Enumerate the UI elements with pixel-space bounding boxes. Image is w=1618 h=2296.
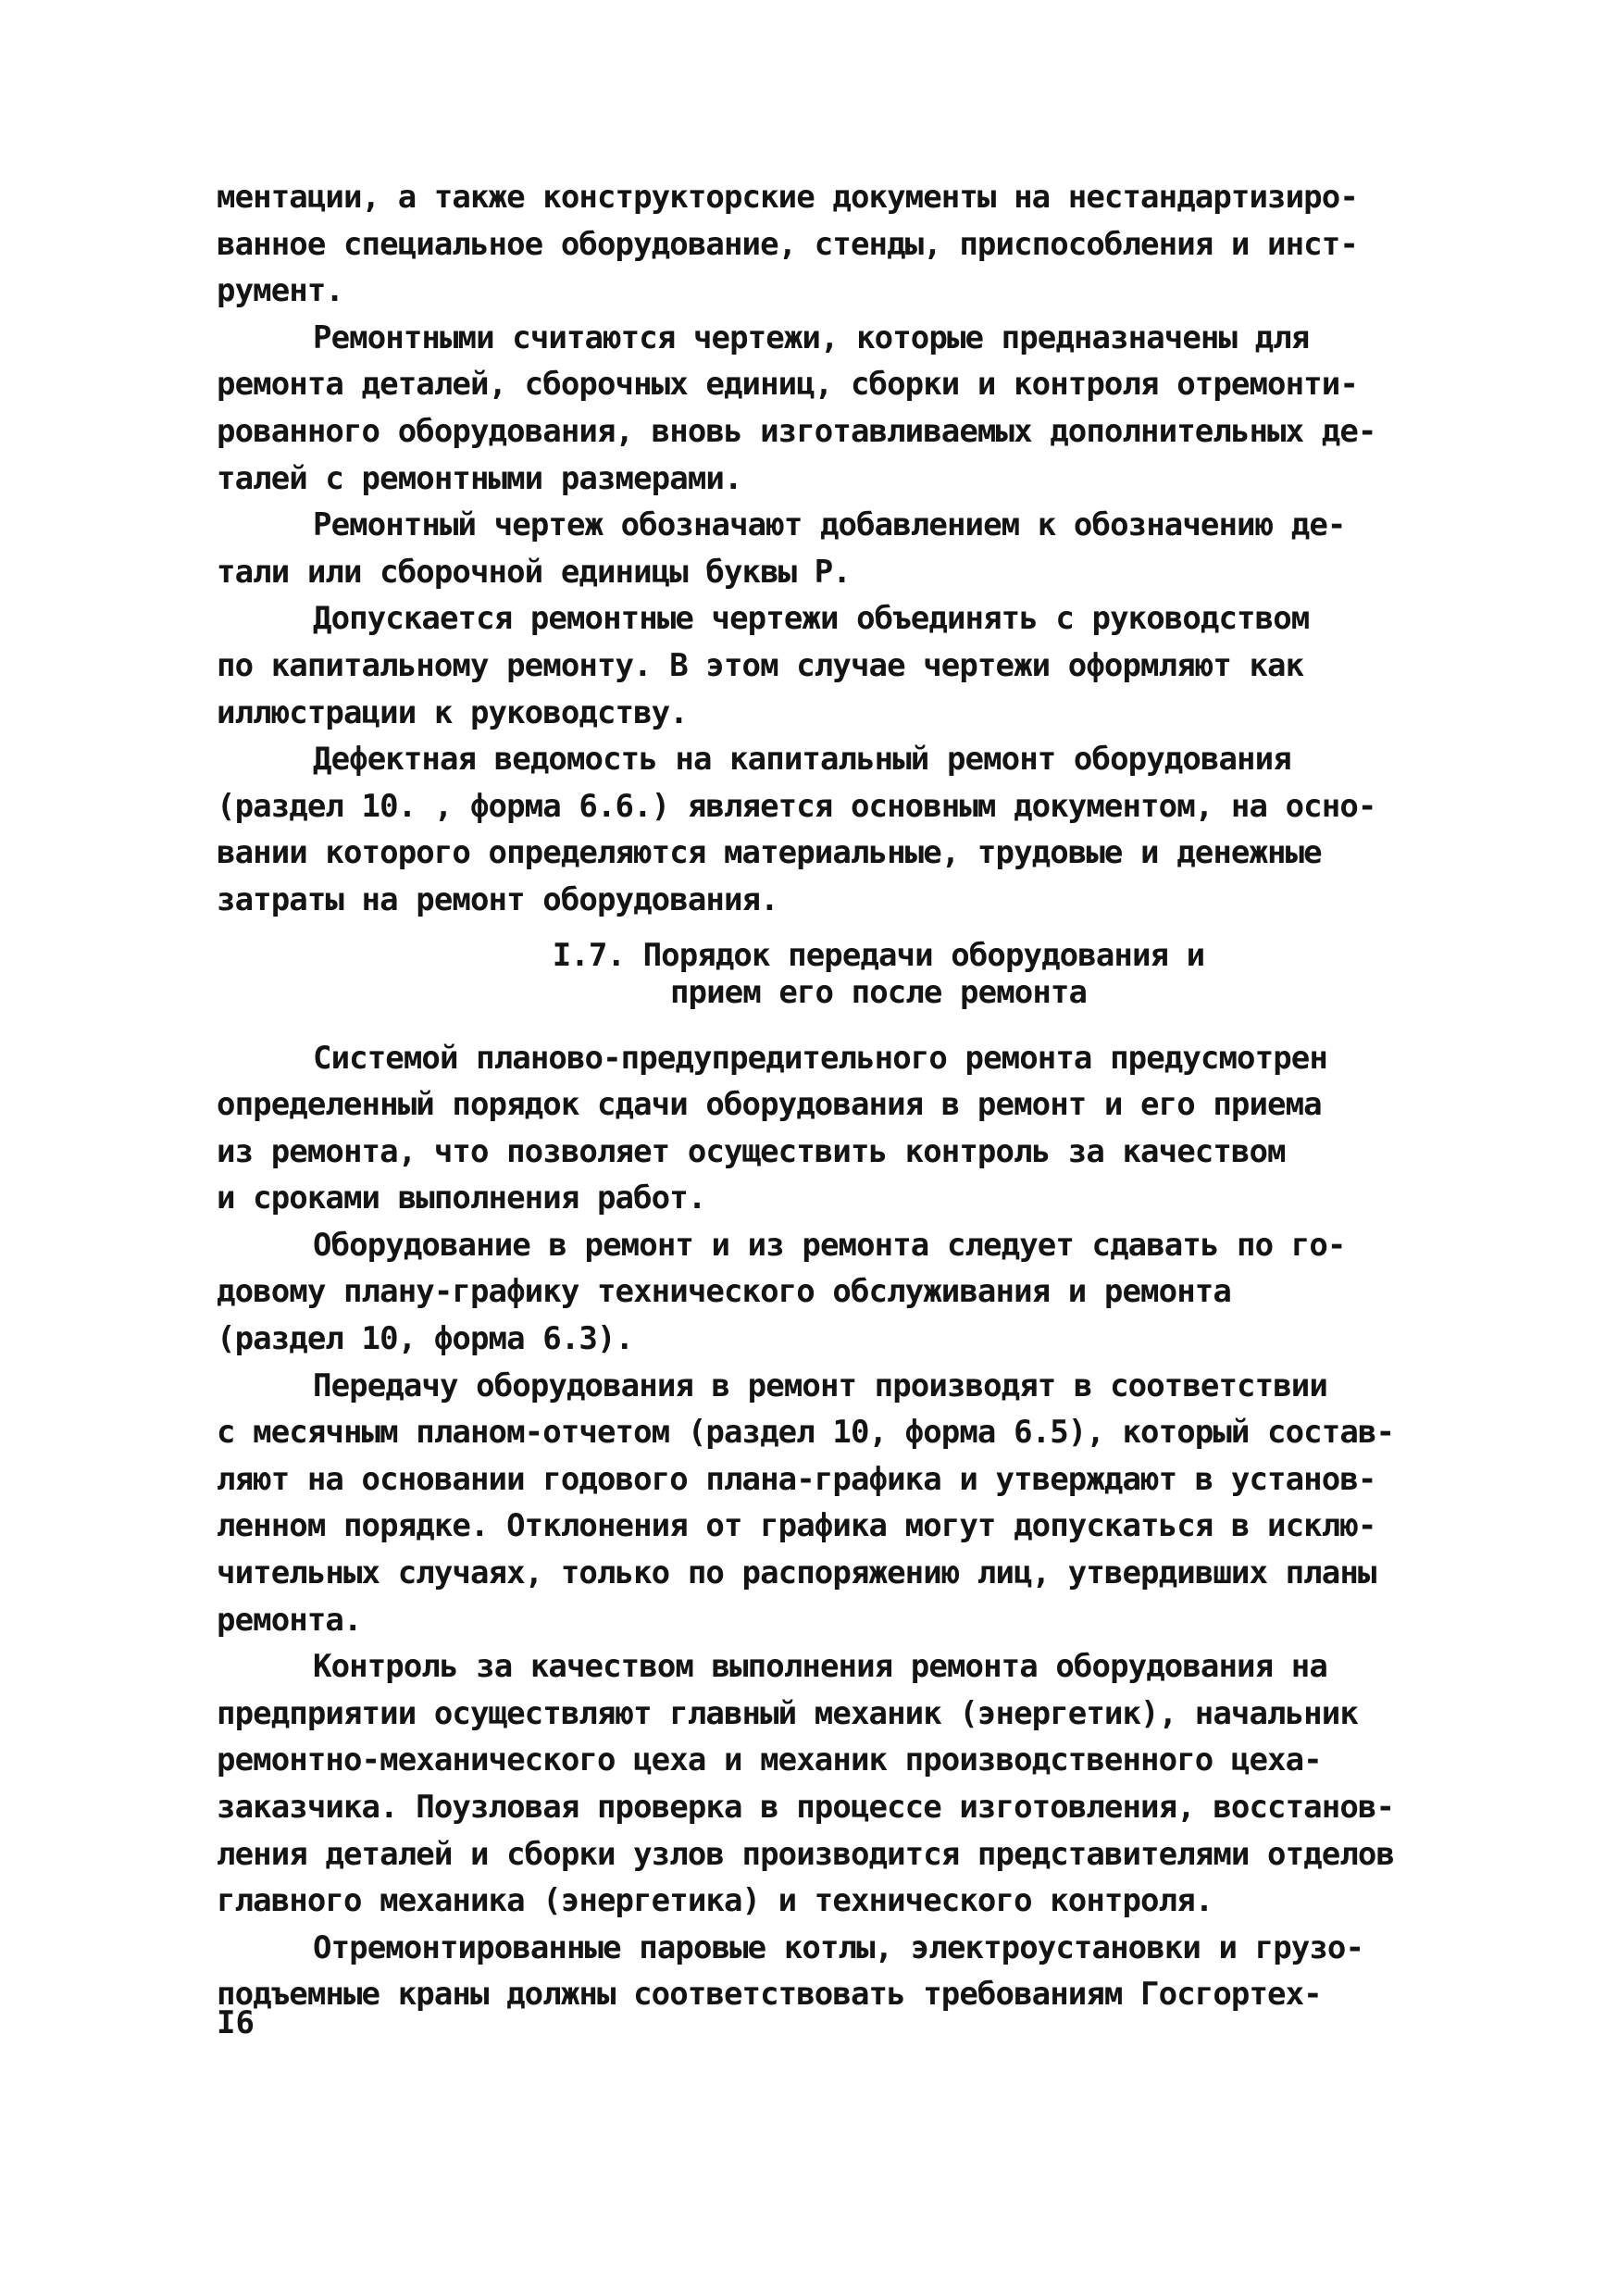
text-line: из ремонта, что позволяет осуществить контроль за качеством bbox=[217, 1132, 1286, 1170]
text-line: вании которого определяются материальные, трудовые и денежные bbox=[217, 834, 1322, 872]
text-line: Контроль за качеством выполнения ремонта оборудования на bbox=[313, 1648, 1327, 1686]
text-line: главного механика (энергетика) и технического контроля. bbox=[217, 1882, 1214, 1920]
text-line: по капитальному ремонту. В этом случае чертежи оформляют как bbox=[217, 646, 1304, 684]
text-line: Передачу оборудования в ремонт производят в соответствии bbox=[313, 1366, 1327, 1404]
text-line: чительных случаях, только по распоряжению лиц, утвердивших планы bbox=[217, 1554, 1376, 1592]
paragraphs-after-heading bbox=[217, 1035, 1429, 2018]
text-line: ментации, а также конструкторские документы на нестандартизиро- bbox=[217, 179, 1358, 216]
text-line: Допускается ремонтные чертежи объединять с руководством bbox=[313, 600, 1310, 638]
text-line: (раздел 10. , форма 6.6.) является основным документом, на осно- bbox=[217, 787, 1376, 825]
text-line: с месячным планом-отчетом (раздел 10, форма 6.5), который состав- bbox=[217, 1414, 1395, 1452]
document-body bbox=[217, 174, 1429, 2018]
text-line: тали или сборочной единицы буквы Р. bbox=[217, 553, 851, 591]
text-line: предприятии осуществляют главный механик (энергетик), начальник bbox=[217, 1694, 1358, 1732]
text-line: ванное специальное оборудование, стенды, приспособления и инст- bbox=[217, 225, 1358, 263]
text-line: определенный порядок сдачи оборудования в ремонт и его приема bbox=[217, 1086, 1322, 1124]
page-number: I6 bbox=[217, 2004, 255, 2041]
text-line: румент. bbox=[217, 272, 343, 310]
text-line: затраты на ремонт оборудования. bbox=[217, 880, 778, 918]
paragraphs-before-heading bbox=[217, 174, 1429, 924]
text-line: Дефектная ведомость на капитальный ремонт оборудования bbox=[313, 741, 1291, 779]
text-line: ремонтно-механического цеха и механик производственного цеха- bbox=[217, 1741, 1322, 1779]
text-line: ления деталей и сборки узлов производится представителями отделов bbox=[217, 1835, 1395, 1873]
text-line: иллюстрации к руководству. bbox=[217, 693, 688, 731]
text-line: довому плану-графику технического обслуживания и ремонта bbox=[217, 1273, 1231, 1311]
text-line: ленном порядке. Отклонения от графика могут допускаться в исклю- bbox=[217, 1507, 1376, 1545]
text-line: ремонта деталей, сборочных единиц, сборки и контроля отремонти- bbox=[217, 366, 1358, 404]
text-line: рованного оборудования, вновь изготавливаемых дополнительных де- bbox=[217, 412, 1376, 450]
section-heading-line-2: прием его после ремонта bbox=[669, 973, 1088, 1011]
text-line: Ремонтный чертеж обозначают добавлением к обозначению де- bbox=[313, 506, 1346, 544]
text-line: ляют на основании годового плана-графика и утверждают в установ- bbox=[217, 1460, 1376, 1498]
text-line: Ремонтными считаются чертежи, которые предназначены для bbox=[313, 318, 1310, 356]
text-line: талей с ремонтными размерами. bbox=[217, 459, 742, 497]
text-line: заказчика. Поузловая проверка в процессе изготовления, восстанов- bbox=[217, 1789, 1395, 1826]
text-line: (раздел 10, форма 6.3). bbox=[217, 1320, 634, 1358]
text-line: и сроками выполнения работ. bbox=[217, 1179, 706, 1217]
text-line: подъемные краны должны соответствовать требованиям Госгортех- bbox=[217, 1976, 1322, 2014]
text-line: ремонта. bbox=[217, 1601, 362, 1639]
text-line: Отремонтированные паровые котлы, электроустановки и грузо- bbox=[313, 1928, 1364, 1966]
text-line: Оборудование в ремонт и из ремонта следует сдавать по го- bbox=[313, 1226, 1346, 1264]
section-heading-line-1: I.7. Порядок передачи оборудования и bbox=[552, 936, 1205, 974]
text-line: Системой планово-предупредительного ремонта предусмотрен bbox=[313, 1039, 1327, 1077]
